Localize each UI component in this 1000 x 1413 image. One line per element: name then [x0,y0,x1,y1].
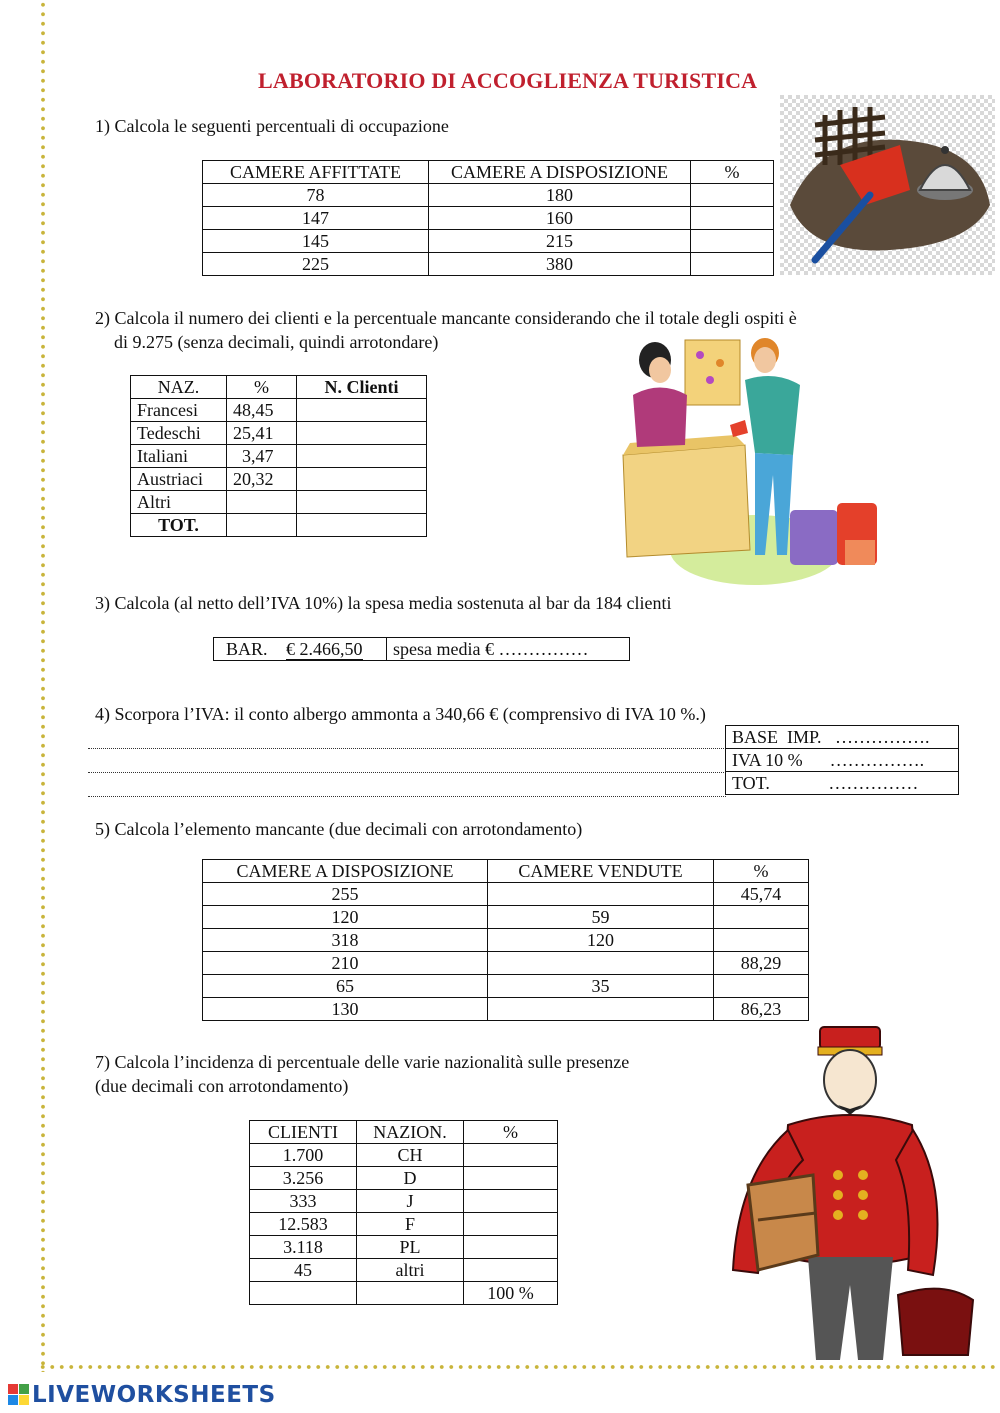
cell: 48,45 [227,399,297,422]
answer-line[interactable] [88,772,726,773]
table-row [131,491,427,514]
table-row [203,253,774,276]
q2-table [130,375,427,537]
cell: Altri [131,491,227,514]
q5-table [202,859,809,1021]
table-row [131,422,427,445]
answer-cell[interactable] [714,929,809,952]
tot-cell[interactable]: TOT. …………… [726,772,959,795]
answer-cell[interactable] [227,491,297,514]
cell: 180 [429,184,691,207]
bellboy-clipart [718,1025,988,1370]
cell: 12.583 [250,1213,357,1236]
cell: 20,32 [227,468,297,491]
cell: J [357,1190,464,1213]
bar-value: € 2.466,50 [286,639,363,659]
cell: 3.118 [250,1236,357,1259]
question-2-text-line2: di 9.275 (senza decimali, quindi arrotondare) [114,332,439,352]
cell: 88,29 [714,952,809,975]
cell: 65 [203,975,488,998]
question-7-text-line1: 7) Calcola l’incidenza di percentuale delle varie nazionalità sulle presenze [95,1052,630,1072]
q7-table [249,1120,558,1305]
cell: 25,41 [227,422,297,445]
answer-cell[interactable] [488,883,714,906]
table-row [131,399,427,422]
table-header-row [203,161,774,184]
star-border-left [38,0,52,1372]
page-title: LABORATORIO DI ACCOGLIENZA TURISTICA [258,68,758,93]
cell: 380 [429,253,691,276]
table-row [203,184,774,207]
table-row [131,445,427,468]
cell: 1.700 [250,1144,357,1167]
q1-table [202,160,774,276]
table-row [250,1282,558,1305]
cell: 120 [488,929,714,952]
cell: D [357,1167,464,1190]
answer-cell[interactable] [297,422,427,445]
answer-cell[interactable] [297,399,427,422]
question-4-text: 4) Scorpora l’IVA: il conto albergo ammonta a 340,66 € (comprensivo di IVA 10 %.) [95,704,706,724]
question-3-text: 3) Calcola (al netto dell’IVA 10%) la spesa media sostenuta al bar da 184 clienti [95,593,672,613]
table-row [131,468,427,491]
hotel-bell-clipart [780,95,995,275]
cell: 3,47 [227,445,297,468]
cell: 86,23 [714,998,809,1021]
cell: TOT. [131,514,227,537]
cell: Italiani [131,445,227,468]
answer-cell[interactable] [297,491,427,514]
answer-cell[interactable] [297,445,427,468]
answer-cell[interactable] [297,514,427,537]
bar-label: BAR. [226,639,268,659]
q4-table [725,725,959,795]
table-row [214,638,630,661]
question-7-text-line2: (due decimali con arrotondamento) [95,1076,349,1096]
header-cell: CAMERE A DISPOSIZIONE [429,161,691,184]
answer-cell[interactable] [464,1236,558,1259]
cell [250,1282,357,1305]
table-row [726,772,959,795]
answer-cell[interactable] [691,207,774,230]
answer-cell[interactable] [714,906,809,929]
header-cell: CAMERE AFFITTATE [203,161,429,184]
table-row [726,749,959,772]
table-row [203,883,809,906]
answer-cell[interactable] [297,468,427,491]
cell: F [357,1213,464,1236]
answer-line[interactable] [88,796,726,797]
table-row [250,1144,558,1167]
cell [357,1282,464,1305]
table-row [203,975,809,998]
table-row [250,1259,558,1282]
header-cell: CAMERE VENDUTE [488,860,714,883]
table-row [203,906,809,929]
answer-cell[interactable] [464,1190,558,1213]
cell: 35 [488,975,714,998]
cell: 255 [203,883,488,906]
cell: altri [357,1259,464,1282]
header-cell: NAZION. [357,1121,464,1144]
cell: CH [357,1144,464,1167]
table-row [203,929,809,952]
table-header-row [203,860,809,883]
cell: 333 [250,1190,357,1213]
cell: 145 [203,230,429,253]
header-cell: NAZ. [131,376,227,399]
cell: 318 [203,929,488,952]
question-2-text-line1: 2) Calcola il numero dei clienti e la percentuale mancante considerando che il totale degli ospiti è [95,308,797,328]
cell: 215 [429,230,691,253]
cell: 225 [203,253,429,276]
answer-cell[interactable] [691,253,774,276]
answer-cell[interactable] [488,998,714,1021]
iva-cell[interactable]: IVA 10 % ……………. [726,749,959,772]
answer-cell[interactable] [488,952,714,975]
question-5-text: 5) Calcola l’elemento mancante (due decimali con arrotondamento) [95,819,583,839]
table-row [726,726,959,749]
cell: 45 [250,1259,357,1282]
cell: 78 [203,184,429,207]
cell: Francesi [131,399,227,422]
bar-cell [214,638,387,661]
cell: 160 [429,207,691,230]
answer-cell[interactable] [714,975,809,998]
spesa-media-cell[interactable]: spesa media € …………… [387,638,630,661]
table-row [203,230,774,253]
answer-cell[interactable] [691,230,774,253]
cell: PL [357,1236,464,1259]
answer-cell[interactable] [464,1144,558,1167]
cell: 59 [488,906,714,929]
table-row [203,998,809,1021]
table-row [203,952,809,975]
answer-cell[interactable] [691,184,774,207]
header-cell: % [464,1121,558,1144]
table-header-row [131,376,427,399]
q3-table [213,637,630,661]
answer-cell[interactable] [464,1213,558,1236]
cell: Austriaci [131,468,227,491]
header-cell: N. Clienti [297,376,427,399]
table-row [203,207,774,230]
cell: 3.256 [250,1167,357,1190]
table-row [250,1236,558,1259]
base-imp-cell[interactable]: BASE IMP. ……………. [726,726,959,749]
cell: 100 % [464,1282,558,1305]
header-cell: CAMERE A DISPOSIZIONE [203,860,488,883]
answer-cell[interactable] [464,1167,558,1190]
cell: 120 [203,906,488,929]
liveworksheets-logo[interactable] [8,1382,276,1408]
question-1-text: 1) Calcola le seguenti percentuali di occupazione [95,116,449,136]
cell: 210 [203,952,488,975]
table-row [250,1190,558,1213]
cell: 45,74 [714,883,809,906]
header-cell: % [691,161,774,184]
answer-line[interactable] [88,748,726,749]
liveworksheets-logo-icon [8,1384,30,1406]
table-header-row [250,1121,558,1144]
brand-text: LIVEWORKSHEETS [32,1382,276,1408]
answer-cell[interactable] [227,514,297,537]
reception-clipart [615,335,885,585]
header-cell: % [714,860,809,883]
table-row [250,1213,558,1236]
header-cell: CLIENTI [250,1121,357,1144]
cell: 130 [203,998,488,1021]
answer-cell[interactable] [464,1259,558,1282]
cell: 147 [203,207,429,230]
header-cell: % [227,376,297,399]
cell: Tedeschi [131,422,227,445]
table-row [250,1167,558,1190]
table-row [131,514,427,537]
